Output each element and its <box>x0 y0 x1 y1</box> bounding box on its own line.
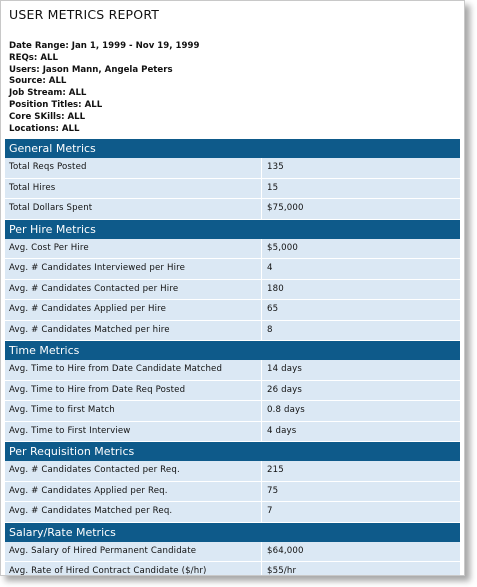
metric-label: Avg. Time to First Interview <box>5 422 262 442</box>
metric-label: Avg. # Candidates Contacted per Hire <box>5 280 262 300</box>
section-header: Per Requisition Metrics <box>5 442 460 461</box>
section-per-hire-metrics <box>5 220 460 342</box>
metric-row <box>5 239 460 260</box>
section-header: Per Hire Metrics <box>5 220 460 239</box>
metric-row <box>5 482 460 503</box>
filter-summary <box>9 41 199 135</box>
metric-value: $64,000 <box>267 545 304 556</box>
metric-value: 135 <box>267 162 284 172</box>
metric-label: Avg. Cost Per Hire <box>5 239 262 259</box>
metric-row <box>5 461 460 482</box>
metric-row <box>5 300 460 321</box>
metric-value: 75 <box>267 485 279 496</box>
filter-source: Source: ALL <box>9 76 67 87</box>
metric-row <box>5 199 460 220</box>
metric-row <box>5 422 460 443</box>
filter-core-skills: Core SKills: ALL <box>9 111 86 122</box>
metric-label: Avg. # Candidates Interviewed per Hire <box>5 259 262 279</box>
metric-row <box>5 542 460 563</box>
metric-value: 14 days <box>267 364 303 374</box>
metric-row <box>5 401 460 422</box>
metric-row <box>5 179 460 200</box>
metric-value: $5,000 <box>267 242 298 253</box>
metric-label: Avg. Time to Hire from Date Req Posted <box>5 381 262 401</box>
filter-position-titles: Position Titles: ALL <box>9 99 103 110</box>
metric-label: Avg. # Candidates Applied per Req. <box>5 482 262 502</box>
metric-row <box>5 381 460 402</box>
metric-row <box>5 280 460 301</box>
metric-value: 7 <box>267 506 273 516</box>
metric-value: 4 <box>267 263 273 273</box>
metric-label: Total Reqs Posted <box>5 158 262 178</box>
report-title: USER METRICS REPORT <box>9 7 160 22</box>
filter-users: Users: Jason Mann, Angela Peters <box>9 64 173 75</box>
metric-value: 26 days <box>267 384 303 395</box>
metric-row <box>5 562 460 576</box>
metric-value: 180 <box>267 283 284 294</box>
metric-row <box>5 502 460 523</box>
filter-job-stream: Job Stream: ALL <box>9 88 87 99</box>
section-general-metrics <box>5 139 460 220</box>
filter-date-range: Date Range: Jan 1, 1999 - Nov 19, 1999 <box>9 41 200 51</box>
metric-label: Total Dollars Spent <box>5 199 262 219</box>
metric-value: 0.8 days <box>267 405 305 415</box>
metric-label: Total Hires <box>5 179 262 199</box>
metric-label: Avg. Salary of Hired Permanent Candidate <box>5 542 262 562</box>
section-per-requisition-metrics <box>5 442 460 523</box>
section-header: General Metrics <box>5 139 460 158</box>
metric-row <box>5 259 460 280</box>
metric-label: Avg. # Candidates Matched per hire <box>5 321 262 341</box>
metric-row <box>5 360 460 381</box>
metric-label: Avg. Rate of Hired Contract Candidate ($/hr) <box>5 562 262 576</box>
metric-label: Avg. Time to Hire from Date Candidate Matched <box>5 360 262 380</box>
metric-value: $75,000 <box>267 203 304 213</box>
section-salary-rate-metrics <box>5 523 460 577</box>
metric-value: $55/hr <box>267 566 297 576</box>
metric-row <box>5 321 460 342</box>
metric-row <box>5 158 460 179</box>
filter-reqs: REQs: ALL <box>9 52 58 63</box>
filter-locations: Locations: ALL <box>9 123 80 134</box>
section-header: Time Metrics <box>5 341 460 360</box>
section-time-metrics <box>5 341 460 442</box>
metrics-report <box>5 139 460 576</box>
metric-value: 8 <box>267 324 273 335</box>
metric-label: Avg. # Candidates Applied per Hire <box>5 300 262 320</box>
metric-label: Avg. # Candidates Matched per Req. <box>5 502 262 522</box>
section-header: Salary/Rate Metrics <box>5 523 460 542</box>
metric-value: 65 <box>267 304 279 314</box>
metric-label: Avg. Time to first Match <box>5 401 262 421</box>
metric-value: 4 days <box>267 425 297 436</box>
metric-value: 15 <box>267 182 279 193</box>
metric-label: Avg. # Candidates Contacted per Req. <box>5 461 262 481</box>
metric-value: 215 <box>267 465 284 475</box>
